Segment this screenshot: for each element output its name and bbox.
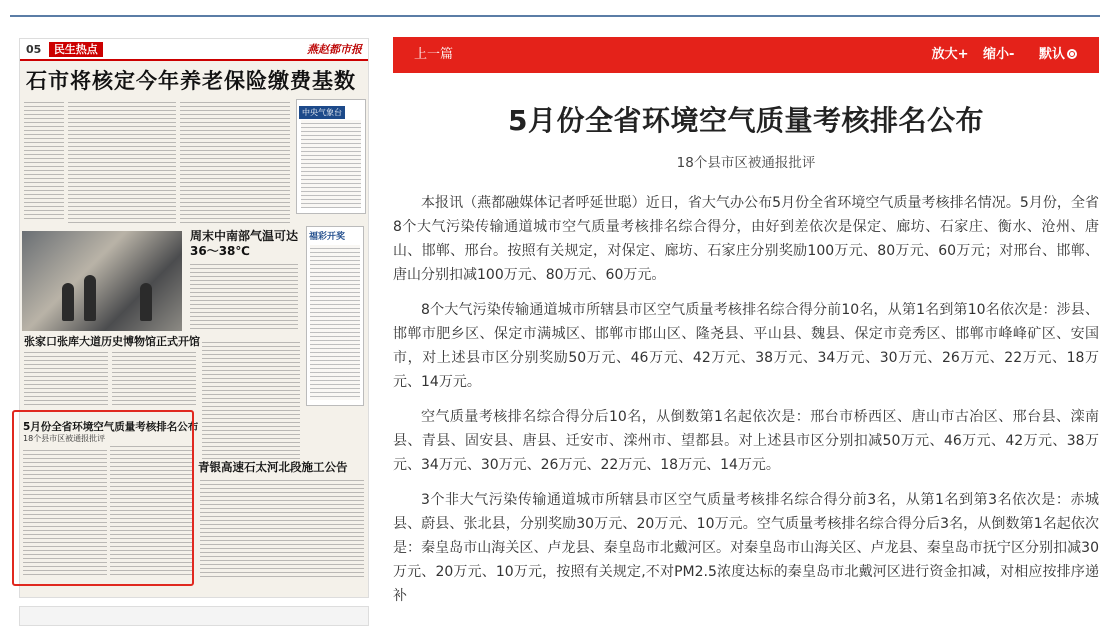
highlighted-article-title[interactable]: 5月份全省环境空气质量考核排名公布 <box>23 421 199 433</box>
text-column <box>202 339 300 459</box>
zoom-in-button[interactable]: 放大+ <box>931 47 969 62</box>
newspaper-page-header <box>20 39 368 61</box>
top-divider <box>10 15 1100 17</box>
text-column <box>112 349 196 407</box>
museum-headline[interactable]: 张家口张库大道历史博物馆正式开馆 <box>24 335 200 348</box>
article-title: 5月份全省环境空气质量考核排名公布 <box>508 104 984 137</box>
highlighted-article-subtitle: 18个县市区被通报批评 <box>23 434 106 443</box>
museum-photo <box>22 231 182 331</box>
default-size-label: 默认 <box>1038 47 1065 62</box>
article-subtitle: 18个县市区被通报批评 <box>676 155 816 171</box>
text-column <box>24 349 108 407</box>
infobox-title: 福彩开奖 <box>309 232 346 242</box>
zoom-out-button[interactable]: 缩小- <box>983 47 1015 62</box>
selected-article-outline[interactable] <box>12 410 194 586</box>
section-tag: 民生热点 <box>49 42 103 57</box>
article-paragraph: 8个大气污染传输通道城市所辖县市区空气质量考核排名综合得分前10名，从第1名到第10名依次是：涉县、邯郸市肥乡区、保定市满城区、邯郸市邯山区、隆尧县、平山县、魏县、保定市竞秀区、邯郸市峰峰矿区、安国市，对上述县市区分别奖励50万元、46万元、42万元、38万元、34万元、30万元、26万元、22万元、18万元、14万元。 <box>393 302 1099 390</box>
text-column <box>24 99 64 219</box>
page-number: 05 <box>26 43 42 56</box>
text-column <box>180 99 290 224</box>
article-body <box>393 191 1099 619</box>
masthead-logo: 燕赵都市报 <box>307 43 362 56</box>
article-toolbar <box>393 37 1099 73</box>
text-column <box>200 477 364 577</box>
reset-circle-icon <box>1067 49 1077 59</box>
lower-panel <box>19 606 369 626</box>
article-paragraph: 3个非大气污染传输通道城市所辖县市区空气质量考核排名综合得分前3名，从第1名到第3名依次是：赤城县、蔚县、张北县，分别奖励30万元、20万元、10万元。空气质量考核排名综合得分后3名，从倒数第1名起依次是：秦皇岛市山海关区、卢龙县、秦皇岛市北戴河区。对秦皇岛市山海关区、卢龙县、秦皇岛市抚宁区分别扣减30万元、20万元、10万元，按照有关规定,不对PM2.5浓度达标的秦皇岛市北戴河区进行资金扣减，对相应按排序递补 <box>393 492 1099 604</box>
text-column <box>190 261 298 331</box>
weather-sidebox <box>296 99 366 214</box>
article-paragraph: 本报讯（燕都融媒体记者呼延世聪）近日，省大气办公布5月份全省环境空气质量考核排名情况。5月份，全省8个大气污染传输通道城市空气质量考核排名综合得分，由好到差依次是保定、廊坊、石家庄、衡水、沧州、唐山、邯郸、邢台。按照有关规定，对保定、廊坊、石家庄分别奖励100万元、80万元、60万元；对邢台、邯郸、唐山分别扣减100万元、80万元、60万元。 <box>393 195 1099 283</box>
article-panel <box>393 37 1099 626</box>
default-size-button[interactable] <box>1029 47 1077 62</box>
font-size-tools <box>922 37 1077 73</box>
article-paragraph: 空气质量考核排名综合得分后10名，从倒数第1名起依次是：邢台市桥西区、唐山市古冶区、邢台县、滦南县、青县、固安县、唐县、迁安市、滦州市、望都县。对上述县市区分别扣减50万元、46万元、42万元、38万元、34万元、30万元、26万元、22万元、18万元、14万元。 <box>393 409 1099 473</box>
lottery-infobox <box>306 226 364 406</box>
highway-headline[interactable]: 青银高速石太河北段施工公告 <box>198 460 348 474</box>
sidebox-title: 中央气象台 <box>299 106 345 119</box>
paper-headline[interactable]: 石市将核定今年养老保险缴费基数 <box>26 69 356 93</box>
previous-article-link[interactable]: 上一篇 <box>414 47 454 62</box>
text-column <box>68 99 176 224</box>
weather-headline[interactable]: 周末中南部气温可达36～38℃ <box>190 229 299 258</box>
